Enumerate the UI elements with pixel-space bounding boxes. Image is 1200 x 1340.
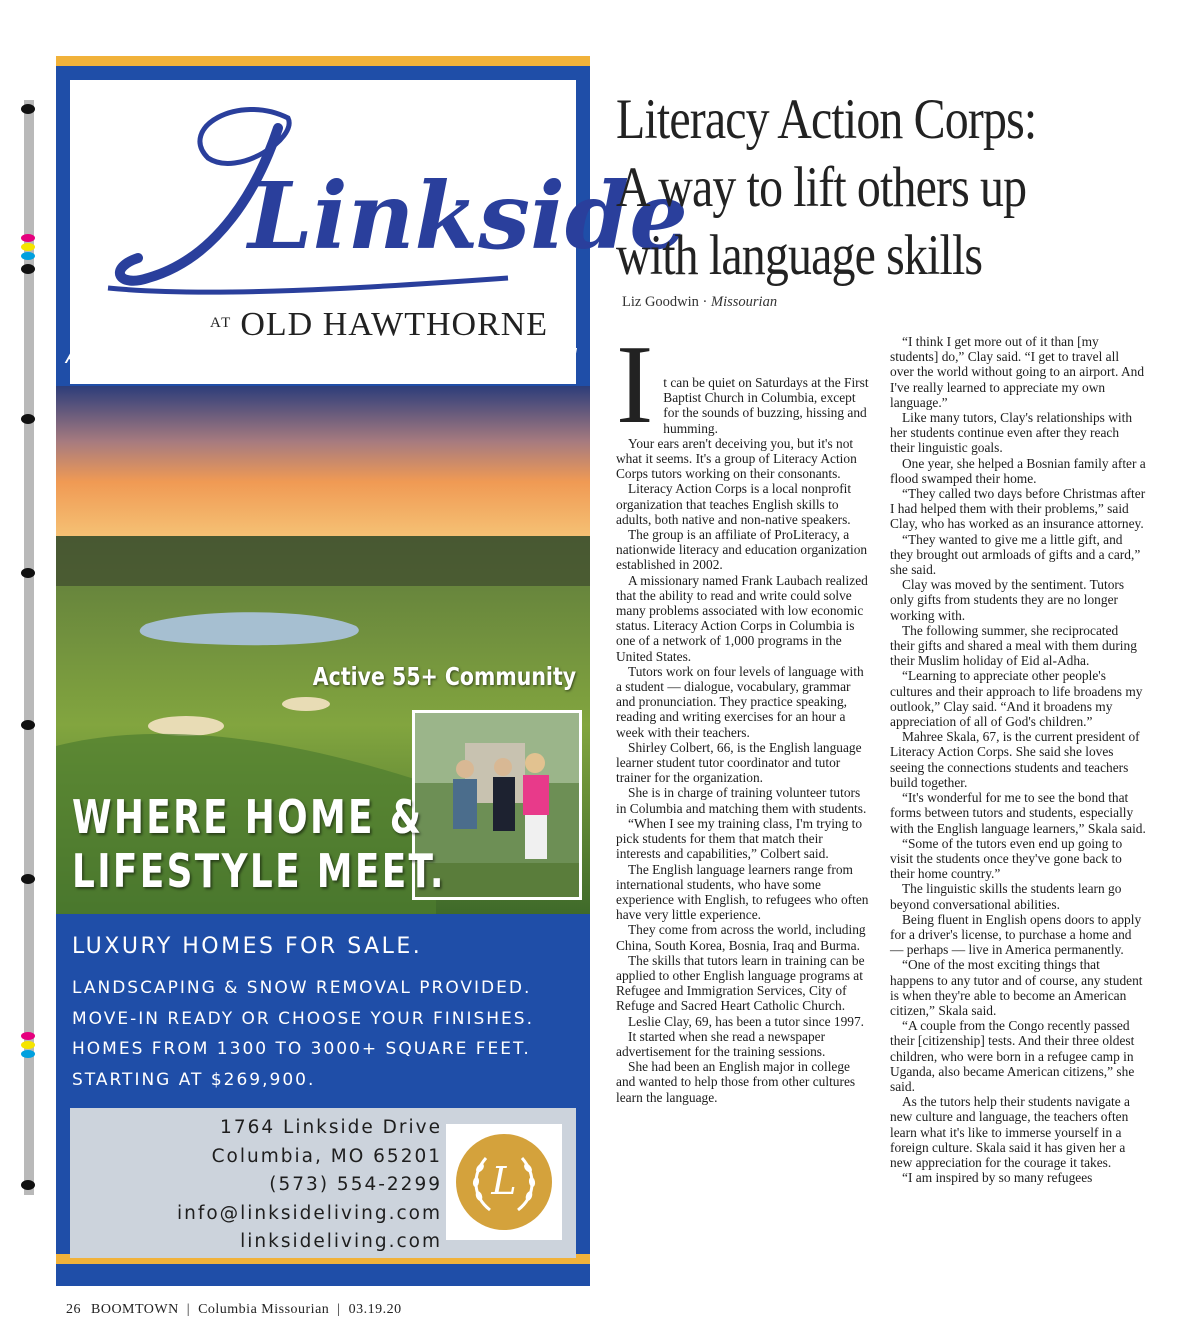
color-mark-magenta	[21, 1032, 35, 1040]
feature-line: HOMES FROM 1300 TO 3000+ SQUARE FEET.	[72, 1039, 531, 1059]
luxury-homes-heading: LUXURY HOMES FOR SALE.	[72, 934, 423, 959]
article-column-2	[890, 334, 1146, 1185]
badge-letter: L	[491, 1159, 517, 1203]
ad-headline	[72, 790, 446, 898]
page-number: 26	[66, 1302, 81, 1317]
article-paragraph: She is in charge of training volunteer tutors in Columbia and matching them with students.	[616, 785, 867, 816]
registration-mark	[21, 720, 35, 730]
article-paragraph: It started when she read a newspaper advertisement for the training sessions.	[616, 1028, 826, 1059]
article-paragraph: She had been an English major in college and wanted to help those from other cultures learn the language.	[616, 1059, 856, 1105]
article-paragraph: Shirley Colbert, 66, is the English language learner student tutor coordinator and tutor trainer for the organization.	[616, 739, 862, 786]
article-paragraph: Leslie Clay, 69, has been a tutor since 1997.	[628, 1013, 865, 1029]
article-paragraph: “Some of the tutors even end up going to visit the students once they've gone back to their home country.”	[890, 835, 1123, 882]
registration-mark	[21, 264, 35, 274]
ad-headline-line-1: WHERE HOME &	[72, 790, 424, 844]
article-paragraph: As the tutors help their students navigate a new culture and language, the teachers often learn what it's like to immerse yourself in a foreign culture. Skala said it has given her a new appreciation for the courage it takes.	[890, 1094, 1130, 1170]
registration-mark	[21, 1180, 35, 1190]
active-community-label: Active 55+ Community	[312, 662, 576, 691]
title-line-2: A way to lift others up	[616, 156, 1027, 219]
article-title	[616, 86, 1086, 290]
page-footer: 26 BOOMTOWN | Columbia Missourian | 03.19.20	[66, 1302, 402, 1317]
golf-course-photo	[56, 386, 590, 914]
registration-mark	[21, 874, 35, 884]
article-paragraph: The following summer, she reciprocated their gifts and shared a meal with them during their Muslim holiday of Eid al-Adha.	[890, 622, 1137, 669]
article-paragraph: The linguistic skills the students learn go beyond conversational abilities.	[890, 881, 1122, 912]
article-paragraph: One year, she helped a Bosnian family after a flood swamped their home.	[890, 455, 1146, 486]
email-address: info@linksideliving.com	[176, 1202, 442, 1224]
drop-cap: I	[616, 323, 654, 447]
paper-name: Columbia Missourian	[198, 1302, 330, 1317]
article-paragraph: “When I see my training class, I'm trying to pick students for them that match their interests and capabilities,” Colbert said.	[616, 815, 863, 862]
contact-panel	[70, 1108, 576, 1258]
issue-date: 03.19.20	[348, 1302, 402, 1317]
article-paragraph: “I am inspired by so many refugees	[902, 1170, 1093, 1186]
gold-band-top	[56, 56, 590, 66]
article-paragraph: “Learning to appreciate other people's cultures and their approach to life broadens my outlook,” Clay said. “And it broadens my appreciation of all of God's children.”	[890, 668, 1143, 730]
color-mark-magenta	[21, 234, 35, 242]
article-paragraph: Literacy Action Corps is a local nonprofit organization that teaches English skills to adults, both native and non-native speakers.	[616, 481, 852, 527]
column-1-body	[616, 436, 870, 1105]
phone-number: (573) 554-2299	[269, 1174, 442, 1195]
linkside-logo	[88, 98, 688, 298]
color-mark-cyan	[21, 1050, 35, 1058]
title-line-1: Literacy Action Corps:	[616, 88, 1037, 151]
article-paragraph: “A couple from the Congo recently passed their [citizenship] tests. And their three oldest children, who were born in a refugee camp in Uganda, also became American citizens,” she said.	[890, 1018, 1135, 1094]
article-paragraph: Tutors work on four levels of language with a student — dialogue, vocabulary, grammar and pronunciation. They practice speaking, reading and writing exercises for an hour a week with their teachers.	[616, 663, 864, 740]
article-paragraph: The skills that tutors learn in training can be applied to other English language programs at Refugee and Immigration Services, City of Refuge and Sacred Heart Catholic Church.	[616, 952, 865, 1014]
article-paragraph: The English language learners range from international students, who have some experience with English, to refugees who often have very little experience.	[616, 861, 869, 923]
article-paragraph: Being fluent in English opens doors to apply for a driver's license, to purchase a home and — perhaps — live in America permanently.	[890, 911, 1142, 958]
article-column-1	[616, 323, 870, 1105]
sale-details	[72, 934, 534, 1095]
title-line-3: with language skills	[616, 224, 983, 287]
badge-panel	[446, 1124, 562, 1240]
feature-line: STARTING AT $269,900.	[72, 1069, 316, 1090]
article-paragraph: Mahree Skala, 67, is the current president of Literacy Action Corps. She said she loves seeing the connections students and teachers build together.	[890, 729, 1140, 790]
article-paragraph: “They called two days before Christmas after I had helped them with their problems,” said Clay, who has worked as an insurance attorney.	[890, 486, 1146, 532]
feature-line: MOVE-IN READY OR CHOOSE YOUR FINISHES.	[72, 1008, 534, 1029]
publication-name: Missourian	[711, 294, 778, 310]
article-paragraph: Like many tutors, Clay's relationships with her students continue even after they reach their linguistic goals.	[890, 410, 1133, 456]
registration-mark	[21, 104, 35, 114]
article-paragraph: The group is an affiliate of ProLiteracy, a nationwide literacy and education organization established in 2002.	[616, 527, 868, 573]
article-paragraph: “They wanted to give me a little gift, and they brought out armloads of gifts and a card,” she said.	[890, 531, 1141, 578]
website: linksideliving.com	[240, 1231, 442, 1252]
registration-mark	[21, 568, 35, 578]
contact-info	[177, 1114, 442, 1257]
address-city: Columbia, MO 65201	[211, 1145, 442, 1167]
logo-subtitle	[210, 306, 548, 344]
section-name: BOOMTOWN	[91, 1302, 179, 1317]
article-paragraph: “One of the most exciting things that happens to any tutor and of course, any student is when they're able to become an American citizen,” Skala said.	[890, 957, 1143, 1018]
article-paragraph: “I think I get more out of it than [my students] do,” Clay said. “I get to travel all over the world without going to an airport. And I've really learned to appreciate my own language.”	[890, 334, 1145, 410]
author-name: Liz Goodwin	[622, 294, 699, 310]
article-paragraph: “It's wonderful for me to see the bond that forms between tutors and students, especially with the English language learners,” Skala said.	[890, 790, 1146, 836]
feature-line: LANDSCAPING & SNOW REMOVAL PROVIDED.	[72, 978, 532, 998]
article-paragraph: A missionary named Frank Laubach realized that the ability to read and write could solve many problems associated with low economic status. Literacy Action Corps in Columbia is one of a network of 1,000 programs in the United States.	[616, 572, 868, 664]
address-street: 1764 Linkside Drive	[220, 1117, 442, 1138]
lead-paragraph: t can be quiet on Saturdays at the First Baptist Church in Columbia, except for the sounds of buzzing, hissing and humming.	[663, 375, 869, 436]
article-paragraph: Your ears aren't deceiving you, but it's not what it seems. It's a group of Literacy Action Corps tutors working on their consonants.	[616, 435, 857, 482]
article-paragraph: They come from across the world, including China, South Korea, Bosnia, Iraq and Burma.	[616, 922, 866, 953]
color-mark-cyan	[21, 252, 35, 260]
byline: Liz Goodwin · Missourian	[622, 294, 778, 310]
ad-tagline: A DESTINATION YOU'LL LOVE TO CALL HOME!	[65, 344, 581, 368]
color-mark-yellow	[21, 1041, 35, 1049]
article-paragraph: Clay was moved by the sentiment. Tutors only gifts from students they are no longer working with.	[890, 577, 1125, 623]
logo-wordmark: Linkside	[248, 162, 688, 270]
registration-mark	[21, 414, 35, 424]
logo-place: OLD HAWTHORNE	[240, 306, 549, 343]
ad-headline-line-2: LIFESTYLE MEET.	[72, 844, 446, 898]
column-2-body	[890, 334, 1146, 1185]
logo-at: AT	[210, 315, 233, 331]
laurel-badge-icon	[456, 1134, 552, 1230]
color-mark-yellow	[21, 243, 35, 251]
